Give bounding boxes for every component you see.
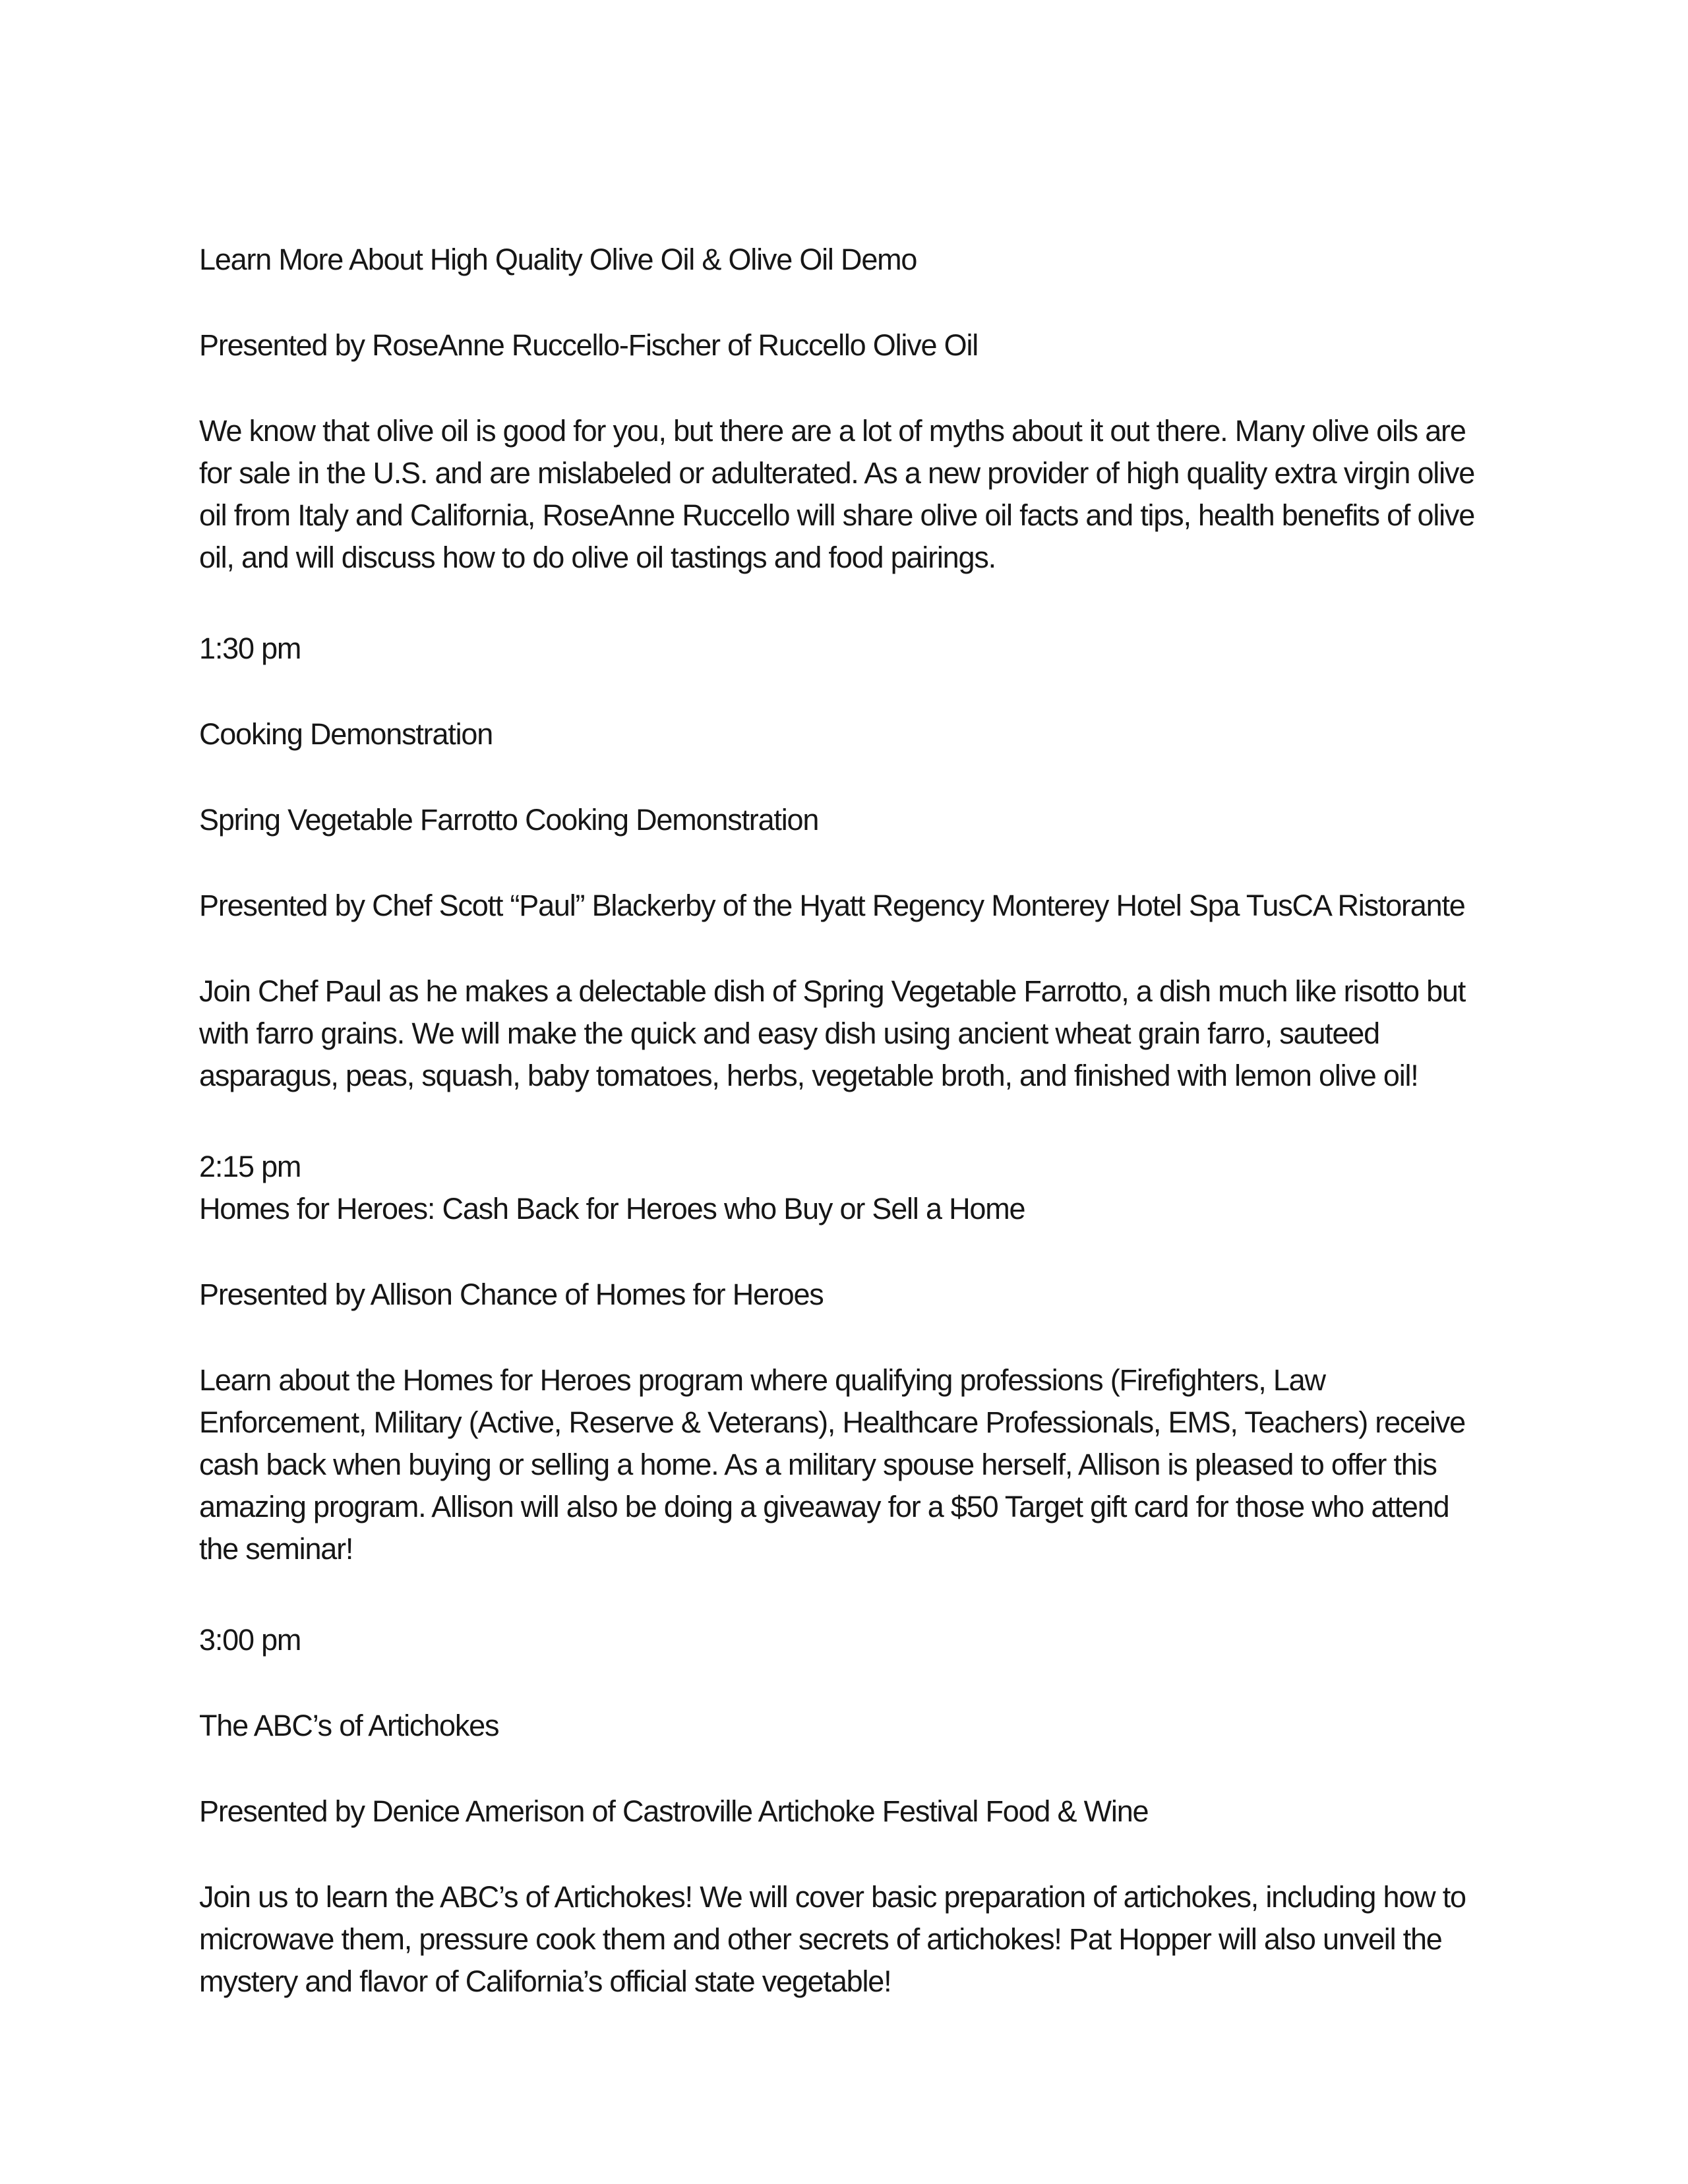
session-description: Learn about the Homes for Heroes program where qualifying professions (Firefighters, Law Enforcement, Military (Active, Reserve & Veterans), Healthcare Professionals, EMS, Teachers) receive cash back when buying or selling a home. As a military spouse herself, Allison is pleased to offer this amazing program. Allison will also be doing a giveaway for a $50 Target gift card for those who attend the seminar! <box>199 1363 1465 1566</box>
session-description: We know that olive oil is good for you, but there are a lot of myths about it out there. Many olive oils are for sale in the U.S. and are mislabeled or adulterated. As a new provider of high quality extra virgin olive oil from Italy and California, RoseAnne Ruccello will share olive oil facts and tips, health benefits of olive oil, and will discuss how to do olive oil tastings and food pairings. <box>199 414 1475 574</box>
session-time: 3:00 pm <box>199 1623 301 1657</box>
session-title: Learn More About High Quality Olive Oil & Olive Oil Demo <box>199 243 917 276</box>
session-time: 1:30 pm <box>199 632 301 665</box>
session-title: Spring Vegetable Farrotto Cooking Demonstration <box>199 803 819 837</box>
session-presenter: Presented by Chef Scott “Paul” Blackerby of the Hyatt Regency Monterey Hotel Spa TusCA Ristorante <box>199 889 1465 922</box>
session-presenter: Presented by Denice Amerison of Castroville Artichoke Festival Food & Wine <box>199 1794 1149 1828</box>
session-description: Join us to learn the ABC’s of Artichokes! We will cover basic preparation of artichokes, including how to microwave them, pressure cook them and other secrets of artichokes! Pat Hopper will also unveil the mystery and flavor of California’s official state vegetable! <box>199 1880 1466 1998</box>
session-category: Cooking Demonstration <box>199 717 493 751</box>
session-title: Homes for Heroes: Cash Back for Heroes who Buy or Sell a Home <box>199 1192 1025 1225</box>
session-presenter: Presented by Allison Chance of Homes for Heroes <box>199 1278 824 1311</box>
session-description: Join Chef Paul as he makes a delectable dish of Spring Vegetable Farrotto, a dish much like risotto but with farro grains. We will make the quick and easy dish using ancient wheat grain farro, sauteed asparagus, peas, squash, baby tomatoes, herbs, vegetable broth, and finished with lemon olive oil! <box>199 974 1466 1092</box>
session-title: The ABC’s of Artichokes <box>199 1709 499 1742</box>
session-time: 2:15 pm <box>199 1150 301 1183</box>
session-presenter: Presented by RoseAnne Ruccello-Fischer of Ruccello Olive Oil <box>199 328 979 362</box>
document-body <box>199 239 1492 2003</box>
